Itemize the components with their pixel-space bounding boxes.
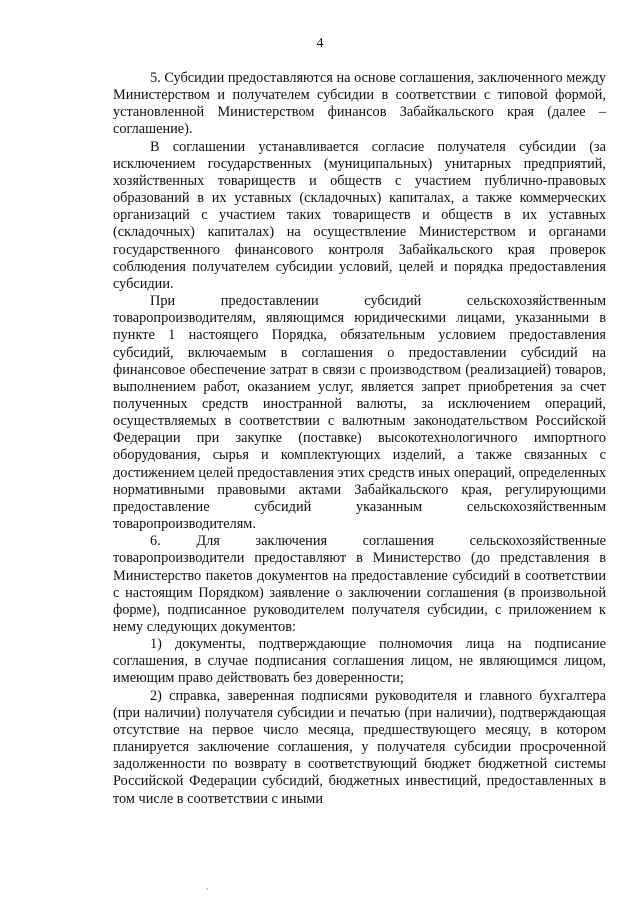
- page-number: 4: [316, 36, 324, 51]
- scan-artifact-mark: ,: [206, 882, 208, 891]
- paragraph-agreement-consent: В соглашении устанавливается согласие получателя субсидии (за исключением государственных (муниципальных) унитарных предприятий, хозяйственных товариществ и обществ с участием публично-правовых образований в их уставных (складочных) капиталах, а также коммерческих организаций с участием таких товариществ и обществ в их уставных (складочных) капиталах) на осуществление Министерством и органами государственного финансового контроля Забайкальского края проверок соблюдения получателем субсидии условий, целей и порядка предоставления субсидии.: [113, 138, 606, 292]
- paragraph-currency-prohibition: При предоставлении субсидий сельскохозяйственным товаропроизводителям, являющимся юридическими лицами, указанными в пункте 1 настоящего Порядка, обязательным условием предоставления субсидий, включаемым в соглашения о предоставлении субсидий на финансовое обеспечение затрат в связи с производством (реализацией) товаров, выполнением работ, оказанием услуг, является запрет приобретения за счет полученных средств иностранной валюты, за исключением операций, осуществляемых в соответствии с валютным законодательством Российской Федерации при закупке (поставке) высокотехнологичного импортного оборудования, сырья и комплектующих изделий, а также связанных с достижением целей предоставления этих средств иных операций, определенных нормативными правовыми актами Забайкальского края, регулирующими предоставление субсидий указанным сельскохозяйственным товаропроизводителям.: [113, 293, 606, 533]
- list-item-1: 1) документы, подтверждающие полномочия лица на подписание соглашения, в случае подписания соглашения лицом, не являющимся лицом, имеющим право действовать без доверенности;: [113, 636, 606, 687]
- list-item-2: 2) справка, заверенная подписями руководителя и главного бухгалтера (при наличии) получателя субсидии и печатью (при наличии), подтверждающая отсутствие на первое число месяца, предшествующего месяцу, в котором планируется заключение соглашения, у получателя субсидии просроченной задолженности по возврату в соответствующий бюджет бюджетной системы Российской Федерации субсидий, бюджетных инвестиций, предоставленных в том числе в соответствии с иными: [113, 687, 606, 807]
- document-body: [113, 70, 606, 808]
- paragraph-item-5: 5. Субсидии предоставляются на основе соглашения, заключенного между Министерством и получателем субсидии в соответствии с типовой формой, установленной Министерством финансов Забайкальского края (далее – соглашение).: [113, 70, 606, 138]
- paragraph-item-6: 6. Для заключения соглашения сельскохозяйственные товаропроизводители предоставляют в Министерство (до представления в Министерство пакетов документов на предоставление субсидий в соответствии с настоящим Порядком) заявление о заключении соглашения (в произвольной форме), подписанное руководителем получателя субсидии, с приложением к нему следующих документов:: [113, 533, 606, 635]
